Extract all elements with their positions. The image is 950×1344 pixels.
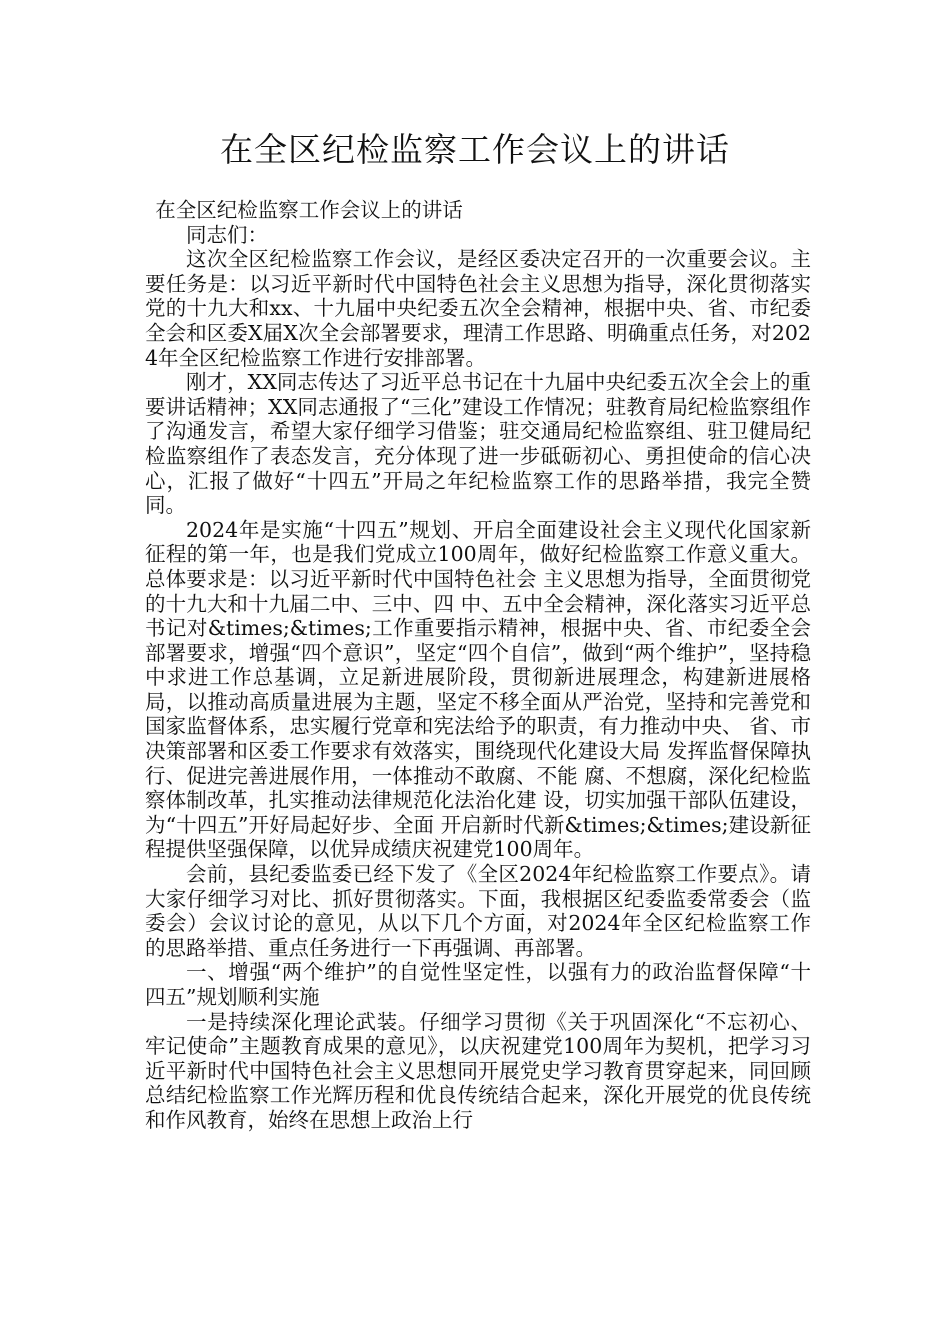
section-heading: 一、增强“两个维护”的自觉性坚定性，以强有力的政治监督保障“十四五”规划顺利实施 [145, 960, 811, 1009]
paragraph: 刚才，XX同志传达了习近平总书记在十九届中央纪委五次全会上的重要讲话精神；XX同志通报了“三化”建设工作情况；驻教育局纪检监察组作了沟通发言，希望大家仔细学习借鉴；驻交通局纪检监察组、驻卫健局纪检监察组作了表态发言，充分体现了进一步砥砺初心、勇担使命的信心决心，汇报了做好“十四五”开局之年纪检监察工作的思路举措，我完全赞同。 [145, 370, 811, 518]
paragraph: 会前，县纪委监委已经下发了《全区2024年纪检监察工作要点》。请大家仔细学习对比、抓好贯彻落实。下面，我根据区纪委监委常委会（监委会）会议讨论的意见，从以下几个方面，对2024年全区纪检监察工作的思路举措、重点任务进行一下再强调、再部署。 [145, 862, 811, 960]
document-body [145, 198, 811, 1133]
document-title: 在全区纪检监察工作会议上的讲话 [220, 130, 730, 169]
paragraph: 一是持续深化理论武装。仔细学习贯彻《关于巩固深化“不忘初心、牢记使命”主题教育成果的意见》，以庆祝建党100周年为契机，把学习习近平新时代中国特色社会主义思想同开展党史学习教育贯穿起来，同回顾总结纪检监察工作光辉历程和优良传统结合起来，深化开展党的优良传统和作风教育，始终在思想上政治上行 [145, 1009, 811, 1132]
paragraph: 这次全区纪检监察工作会议，是经区委决定召开的一次重要会议。主要任务是：以习近平新时代中国特色社会主义思想为指导，深化贯彻落实党的十九大和xx、十九届中央纪委五次全会精神，根据中央、省、市纪委全会和区委X届X次全会部署要求，理清工作思路、明确重点任务，对2024年全区纪检监察工作进行安排部署。 [145, 247, 811, 370]
document-subtitle: 在全区纪检监察工作会议上的讲话 [155, 198, 463, 222]
paragraph: 2024年是实施“十四五”规划、开启全面建设社会主义现代化国家新征程的第一年，也是我们党成立100周年，做好纪检监察工作意义重大。总体要求是：以习近平新时代中国特色社会 主义思想为指导，全面贯彻党的十九大和十九届二中、三中、四 中、五中全会精神，深化落实习近平总书记对&times;&times;工作重要指示精神，根据中央、省、市纪委全会部署要求，增强“四个意识”，坚定“四个自信”，做到“两个维护”，坚持稳中求进工作总基调，立足新进展阶段，贯彻新进展理念，构建新进展格局，以推动高质量进展为主题，坚定不移全面从严治党，坚持和完善党和 国家监督体系，忠实履行党章和宪法给予的职责，有力推动中央、 省、市决策部署和区委工作要求有效落实，围绕现代化建设大局 发挥监督保障执行、促进完善进展作用，一体推动不敢腐、不能 腐、不想腐，深化纪检监察体制改革，扎实推动法律规范化法治化建 设，切实加强干部队伍建设，为“十四五”开好局起好步、全面 开启新时代新&times;&times;建设新征程提供坚强保障，以优异成绩庆祝建党100周年。 [145, 517, 811, 862]
salutation: 同志们： [186, 222, 268, 247]
